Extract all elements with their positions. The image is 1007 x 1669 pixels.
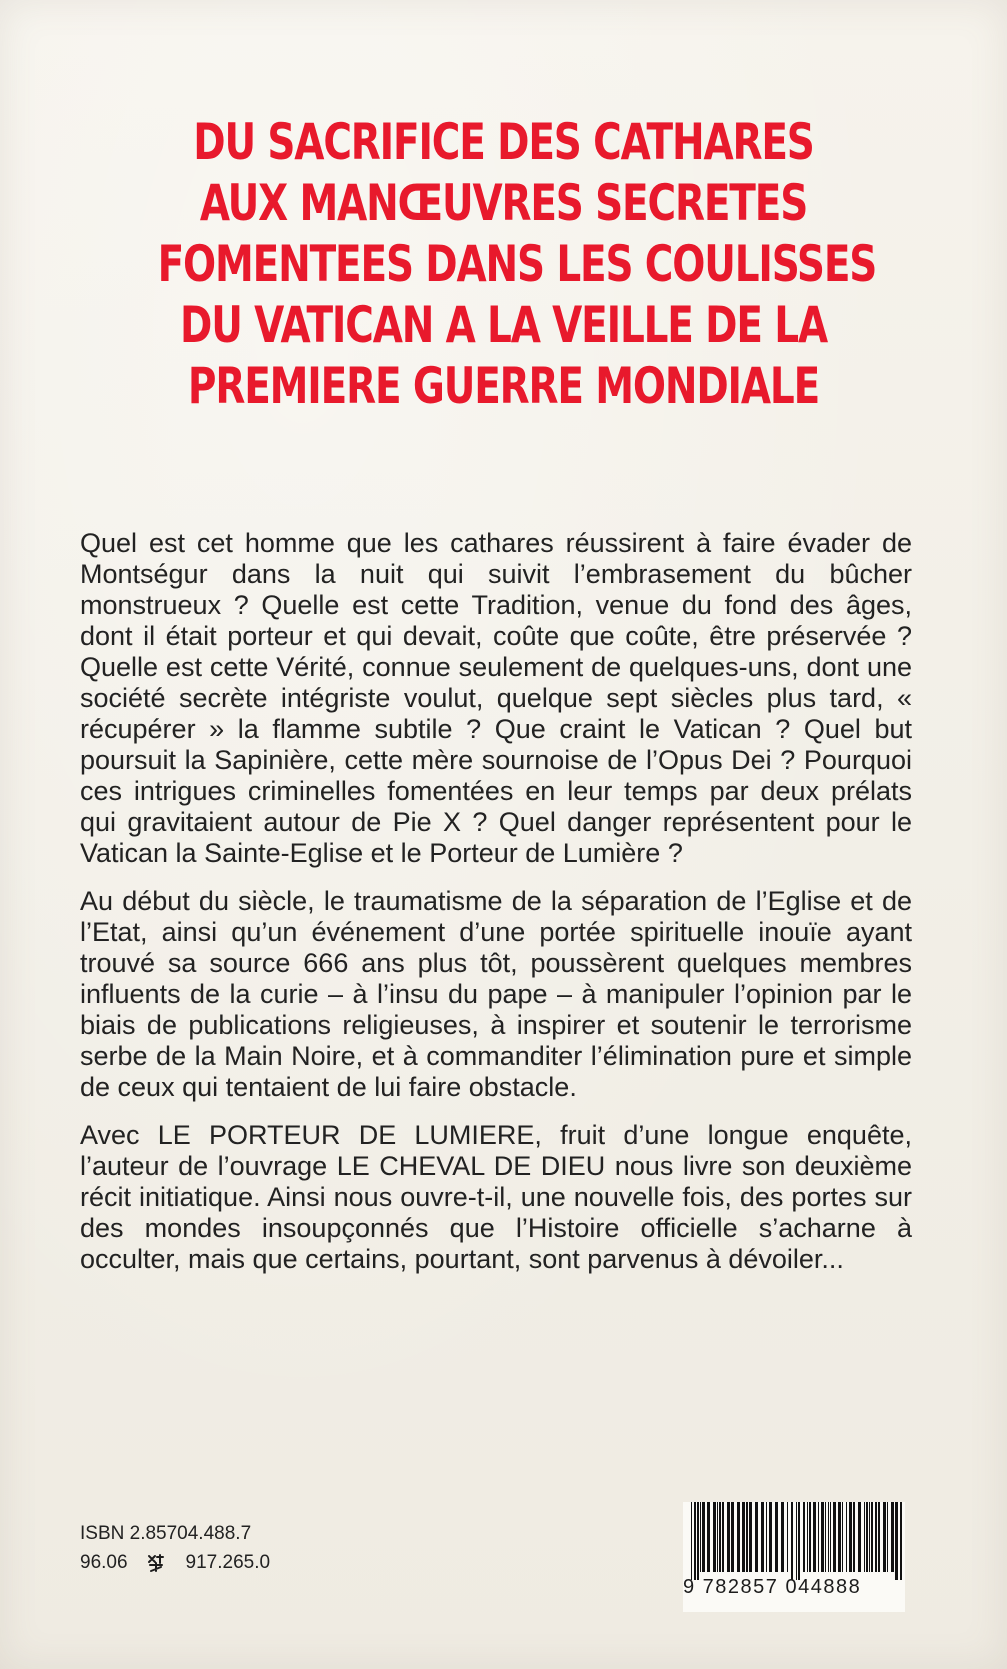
barcode-bar — [838, 1502, 841, 1572]
barcode-bar — [702, 1502, 705, 1572]
barcode-bar — [761, 1502, 764, 1572]
barcode-bar — [828, 1502, 829, 1572]
barcode-bar — [869, 1502, 870, 1572]
barcode-bar — [807, 1502, 808, 1572]
blurb — [80, 528, 912, 1292]
isbn-number: ISBN 2.85704.488.7 — [80, 1523, 252, 1544]
barcode-bar — [813, 1502, 816, 1572]
barcode-bar — [803, 1502, 805, 1572]
barcode-bar — [866, 1502, 868, 1572]
barcode-bar — [891, 1502, 894, 1572]
barcode-bar — [809, 1502, 811, 1572]
barcode-bar — [707, 1502, 710, 1572]
barcode-bar — [895, 1502, 898, 1580]
barcode-bar — [787, 1502, 788, 1572]
barcode-bar — [722, 1502, 724, 1572]
headline-line: DU VATICAN A LA VEILLE DE LA — [180, 296, 827, 354]
headline-line: DU SACRIFICE DES CATHARES — [193, 113, 814, 171]
barcode-bar — [871, 1502, 873, 1572]
barcode-bar — [791, 1502, 793, 1580]
headline-line: PREMIERE GUERRE MONDIALE — [187, 357, 820, 415]
catalog-codes — [80, 1548, 270, 1577]
barcode-bar — [821, 1502, 824, 1572]
catalog-code-right: 917.265.0 — [185, 1552, 271, 1573]
barcode-bar — [900, 1502, 902, 1580]
blurb-paragraph: Avec LE PORTEUR DE LUMIERE, fruit d’une longue enquête, l’auteur de l’ouvrage LE CHEVAL DE DIEU nous livre son deuxième récit initiatique. Ainsi nous ouvre-t-il, une nouvelle fois, des portes sur des mondes insoupçonnés que l’Histoire officielle s’acharne à occulter, mais que certains, pourtant, sont parvenus à dévoiler... — [80, 1120, 912, 1274]
barcode-bar — [737, 1502, 740, 1572]
headline-line: AUX MANŒUVRES SECRETES — [199, 174, 808, 232]
barcode-bar — [875, 1502, 877, 1572]
barcode-bar — [798, 1502, 800, 1580]
barcode-bar — [769, 1502, 772, 1572]
barcode-bar — [818, 1502, 819, 1572]
barcode-bar — [775, 1502, 778, 1572]
barcode-bar — [830, 1502, 831, 1572]
barcode-bar — [717, 1502, 718, 1572]
barcode-bar — [878, 1502, 880, 1572]
barcode-bar — [858, 1502, 861, 1572]
barcode-digits: 9 782857 044888 — [683, 1576, 862, 1598]
blurb-paragraph: Au début du siècle, le traumatisme de la séparation de l’Eglise et de l’Etat, ainsi qu’un événement d’une portée spirituelle inouïe ayant trouvé sa source 666 ans plus tôt, poussèrent quelques membres influents de la curie – à l’insu du pape – à manipuler l’opinion par le biais de publications religieuses, à inspirer et soutenir le terrorisme serbe de la Main Noire, et à commanditer l’élimination pure et simple de ceux qui tentaient de lui faire obstacle. — [80, 886, 912, 1102]
barcode-bar — [842, 1502, 843, 1572]
barcode-bar — [742, 1502, 745, 1572]
barcode-bar — [766, 1502, 767, 1572]
barcode-bar — [694, 1502, 696, 1580]
barcode-bar — [853, 1502, 855, 1572]
barcode-bar — [846, 1502, 847, 1572]
barcode-bar — [825, 1502, 826, 1572]
barcode-bar — [727, 1502, 730, 1572]
barcode-bar — [796, 1502, 797, 1580]
barcode-bar — [749, 1502, 752, 1572]
headline-line: FOMENTEES DANS LES COULISSES — [157, 235, 877, 293]
barcode-bar — [713, 1502, 716, 1572]
headline — [157, 112, 877, 417]
barcode-bar — [691, 1502, 692, 1580]
isbn-block — [80, 1519, 270, 1577]
barcode-bar — [849, 1502, 852, 1572]
barcode-bar — [731, 1502, 734, 1572]
blurb-paragraph: Quel est cet homme que les cathares réussirent à faire évader de Montségur dans la nuit qui suivit l’embrasement du bûcher monstrueux ? Quelle est cette Tradition, venue du fond des âges, dont il était porteur et qui devait, coûte que coûte, être préservée ? Quelle est cette Vérité, connue seulement de quelques-uns, dont une société secrète intégriste voulut, quelque sept siècles plus tard, « récupérer » la flamme subtile ? Que craint le Vatican ? Quel but poursuit la Sapinière, cette mère sournoise de l’Opus Dei ? Pourquoi ces intrigues criminelles fomentées en leur temps par deux prélats qui gravitaient autour de Pie X ? Quel danger représentent pour le Vatican la Sainte-Eglise et le Porteur de Lumière ? — [80, 528, 912, 868]
barcode-bar — [719, 1502, 721, 1572]
barcode-bar — [746, 1502, 748, 1572]
barcode — [683, 1502, 905, 1612]
barcode-bar — [755, 1502, 758, 1572]
barcode-bar — [883, 1502, 886, 1572]
barcode-bar — [697, 1502, 699, 1580]
barcode-bar — [833, 1502, 836, 1572]
barcode-bars — [683, 1502, 905, 1582]
barcode-bar — [864, 1502, 865, 1572]
barcode-bar — [887, 1502, 888, 1572]
publisher-logo-icon — [146, 1553, 166, 1573]
barcode-bar — [700, 1502, 701, 1572]
barcode-bar — [781, 1502, 784, 1572]
catalog-code-left: 96.06 — [80, 1552, 128, 1573]
